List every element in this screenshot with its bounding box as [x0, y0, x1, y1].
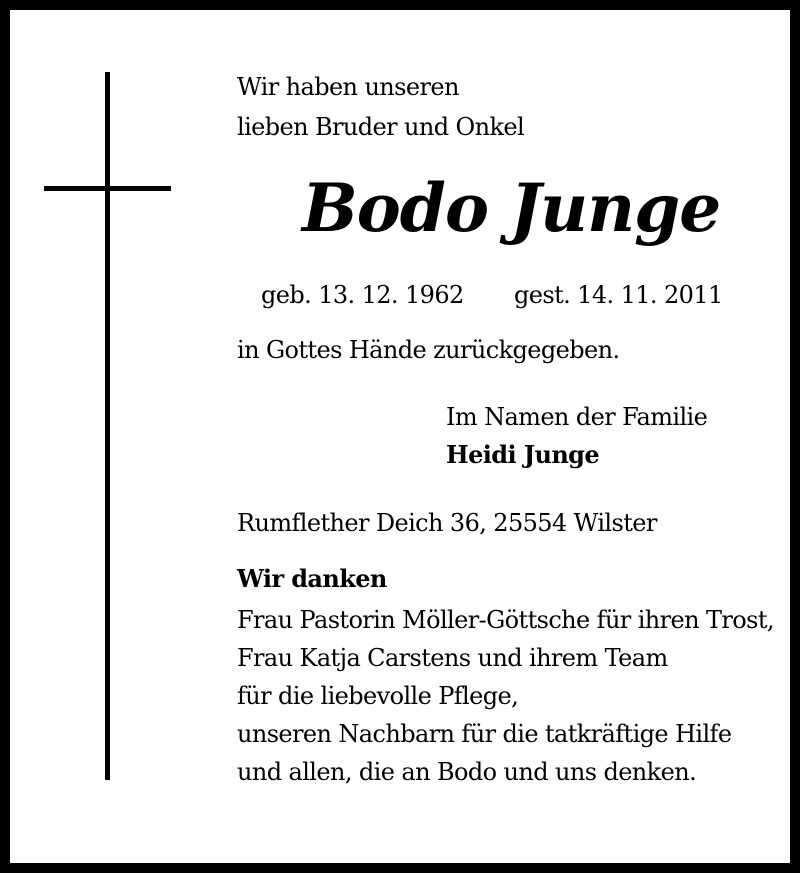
thanks-line-1: Frau Pastorin Möller-Göttsche für ihren Trost,: [237, 606, 774, 634]
birth-date: geb. 13. 12. 1962: [261, 281, 464, 309]
thanks-line-3: für die liebevolle Pflege,: [237, 682, 519, 710]
deceased-name: Bodo Junge: [302, 169, 721, 247]
thanks-heading: Wir danken: [237, 564, 387, 593]
returned-line: in Gottes Hände zurückgegeben.: [237, 336, 620, 364]
cross-icon-crossbar: [44, 186, 171, 191]
address: Rumflether Deich 36, 25554 Wilster: [237, 509, 657, 537]
family-signatory: Heidi Junge: [446, 440, 600, 469]
death-date: gest. 14. 11. 2011: [514, 281, 723, 309]
thanks-line-4: unseren Nachbarn für die tatkräftige Hilfe: [237, 720, 732, 748]
thanks-line-5: und allen, die an Bodo und uns denken.: [237, 758, 697, 786]
thanks-line-2: Frau Katja Carstens und ihrem Team: [237, 644, 668, 672]
intro-line-2: lieben Bruder und Onkel: [237, 113, 525, 141]
family-label: Im Namen der Familie: [446, 403, 708, 431]
cross-icon: [105, 72, 110, 780]
intro-line-1: Wir haben unseren: [237, 73, 459, 101]
